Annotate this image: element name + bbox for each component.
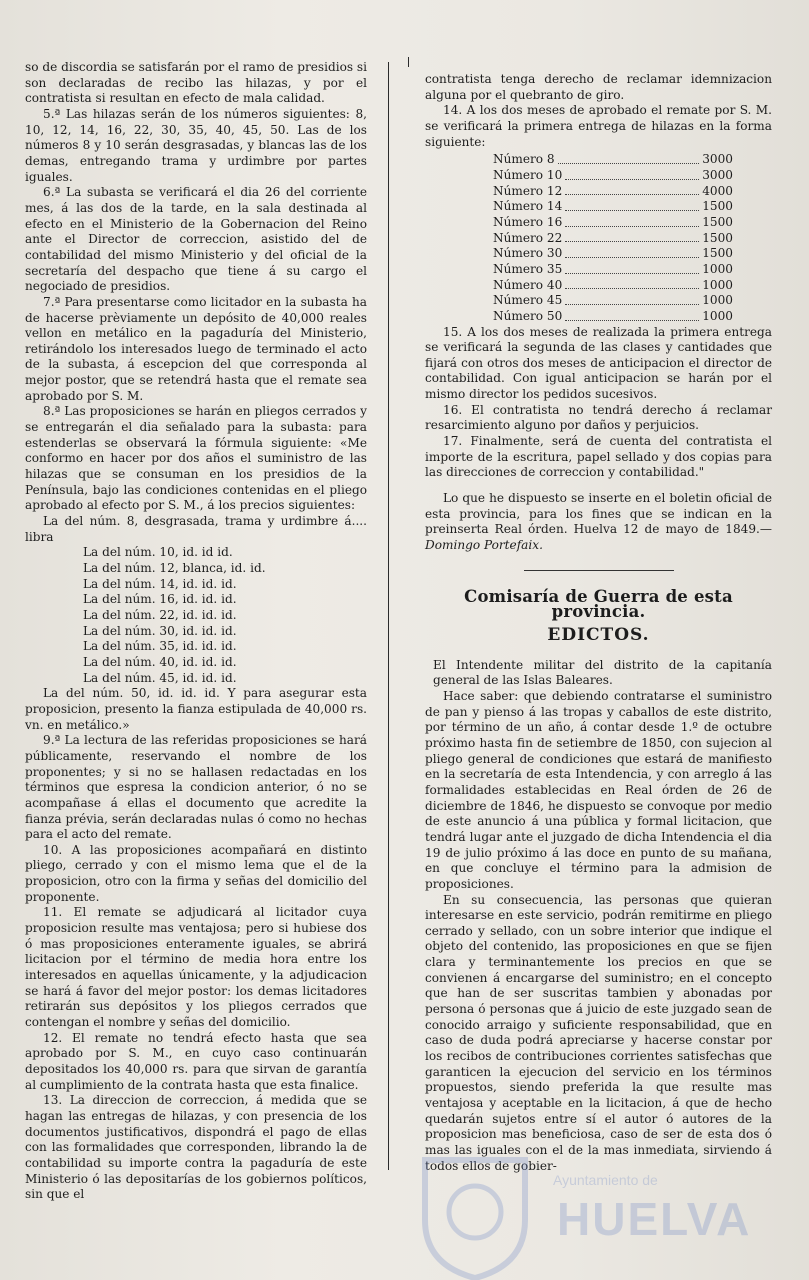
delivery-row [493,278,733,294]
delivery-value: 1000 [702,308,733,323]
delivery-row [493,152,733,168]
grade-list [83,545,367,686]
condition-12: 12. El remate no tendrá efecto hasta que sea aprobado por S. M., en cuyo caso continuarán depositados los 40,000 rs. para que sirvan de garantía al cumplimiento de la contrata hasta que esta finalice. [25,1030,367,1092]
delivery-row [493,293,733,309]
delivery-value: 4000 [702,183,733,198]
delivery-row [493,199,733,215]
condition-5: 5.ª Las hilazas serán de los números siguientes: 8, 10, 12, 14, 16, 22, 30, 35, 40, 45, 50. Las de los números 8 y 10 serán desgrasadas, y blancas las de los demas, entregando trama y urdimbre por partes iguales. [25,106,367,184]
signature-name: Domingo Portefaix. [425,538,543,553]
delivery-label: Número 16 [493,214,563,229]
grade-last-line: La del núm. 50, id. id. id. Y para asegurar esta proposicion, presento la fianza estipulada de 40,000 rs. vn. en metálico.» [25,686,367,732]
delivery-value: 1000 [702,277,733,292]
delivery-row [493,309,733,325]
column-divider [388,62,389,1170]
delivery-value: 1000 [702,293,733,308]
grade-line: La del núm. 10, id. id id. [83,545,233,560]
condition-6: 6.ª La subasta se verificará el dia 26 del corriente mes, á las dos de la tarde, en la sala destinada al efecto en el Ministerio de la Gobernacion del Reino ante el Director de correccion, asistido del de contabilidad del mismo Ministerio y del oficial de la secretaría del despacho que tiene á su cargo el negociado de presidios. [25,185,367,294]
condition-14: 14. A los dos meses de aprobado el remate por S. M. se verificará la primera entrega de hilazas en la forma siguiente: [425,103,772,149]
condition-10: 10. A las proposiciones acompañará en distinto pliego, cerrado y con el mismo lema que el de la proposicion, otro con la firma y señas del domicilio del proponente. [25,842,367,904]
delivery-label: Número 40 [493,277,563,292]
edict-issuer: El Intendente militar del distrito de la capitanía general de las Islas Baleares. [433,657,772,688]
condition-16: 16. El contratista no tendrá derecho á reclamar resarcimiento alguno por daños y perjuicios. [425,402,772,433]
condition-8: 8.ª Las proposiciones se harán en pliegos cerrados y se entregarán el dia señalado para la subasta: para estenderlas se observará la fórmula siguiente: «Me conformo en hacer por dos años el suministro de las hilazas que se consuman en los presidios de la Península, bajo las condiciones contenidas en el pliego aprobado al efecto por S. M., á los precios siguientes: [25,404,367,513]
grade-line: La del núm. 40, id. id. id. [83,654,237,669]
delivery-label: Número 8 [493,152,555,167]
archive-watermark [405,1148,805,1280]
delivery-value: 1500 [702,246,733,261]
condition-9: 9.ª La lectura de las referidas proposiciones se hará públicamente, reservando el nombre de los proponentes; y si no se hallasen redactadas en los términos que espresa la condicion anterior, ó no se acompañase á ellas el documento que acredite la fianza prévia, serán declaradas nulas ó como no hechas para el acto del remate. [25,733,367,842]
paragraph-continuation: so de discordia se satisfarán por el ramo de presidios si son declaradas de recibo las hilazas, y por el contratista si resultan en efecto de mala calidad. [25,60,367,106]
delivery-label: Número 10 [493,167,563,182]
grade-line: La del núm. 14, id. id. id. [83,576,237,591]
watermark-line1: Ayuntamiento de [553,1172,658,1188]
grade-line: La del núm. 30, id. id. id. [83,623,237,638]
grade-first-line: La del núm. 8, desgrasada, trama y urdimbre á.... libra [25,514,367,544]
grade-line: La del núm. 22, id. id. id. [83,607,237,622]
right-column [425,72,772,1174]
condition-7: 7.ª Para presentarse como licitador en la subasta ha de hacerse prèviamente un depósito de 40,000 reales vellon en metálico en la pagaduría del Ministerio, retirándolo los interesados luego de terminado el acto de la subasta, á escepcion del que corresponda al mejor postor, que se retendrá hasta que el remate sea aprobado por S. M. [25,294,367,403]
condition-17: 17. Finalmente, será de cuenta del contratista el importe de la escritura, papel sellado y dos copias para las direcciones de correccion y contabilidad." [425,434,772,480]
delivery-label: Número 12 [493,183,563,198]
grade-line: La del núm. 45, id. id. id. [83,670,237,685]
paragraph-continuation-right: contratista tenga derecho de reclamar idemnizacion alguna por el quebranto de giro. [425,72,772,102]
delivery-table [493,152,733,324]
shield-icon [415,1150,535,1280]
section-subheading: EDICTOS. [547,625,650,645]
delivery-row [493,215,733,231]
top-column-tick [408,57,409,67]
delivery-label: Número 50 [493,308,563,323]
delivery-row [493,246,733,262]
delivery-row [493,184,733,200]
delivery-label: Número 22 [493,230,563,245]
condition-11: 11. El remate se adjudicará al licitador cuya proposicion resulte mas ventajosa; pero si hubiese dos ó mas proposiciones enteramente iguales, se abrirá licitacion por el término de media hora entre los interesados en aquellas únicamente, y la adjudicacion se hará á favor del mejor postor: los demas licitadores retirarán sus depósitos y los pliegos cerrados que contengan el nombre y señas del domicilio. [25,905,367,1030]
delivery-label: Número 30 [493,246,563,261]
delivery-value: 1500 [702,199,733,214]
grade-line: La del núm. 35, id. id. id. [83,639,237,654]
delivery-value: 1500 [702,214,733,229]
delivery-row [493,231,733,247]
delivery-value: 1500 [702,230,733,245]
order-text: Lo que he dispuesto se inserte en el boletin oficial de esta provincia, para los fines que se indican en la preinserta Real órden. Huelva 12 de mayo de 1849.— [425,491,772,537]
delivery-row [493,262,733,278]
condition-13: 13. La direccion de correccion, á medida que se hagan las entregas de hilazas, y con presencia de los documentos justificativos, dispondrá el pago de ellas con las formalidades que corresponden, librando la de contabilidad su importe contra la pagaduría de este Ministerio ó las depositarías de los gobiernos políticos, sin que el [25,1093,367,1202]
delivery-value: 3000 [702,152,733,167]
delivery-label: Número 45 [493,293,563,308]
edict-paragraph-1: Hace saber: que debiendo contratarse el suministro de pan y pienso á las tropas y caballos de este distrito, por término de un año, á contar desde 1.º de octubre próximo hasta fin de setiembre de 1850, con sujecion al pliego general de condiciones que estará de manifiesto en la secretaría de esta Intendencia, y con arreglo á las formalidades establecidas en Real órden de 26 de diciembre de 1846, he dispuesto se convoque por medio de este anuncio á una pública y formal licitacion, que tendrá lugar ante el juzgado de dicha Intendencia el dia 19 de julio próximo á las doce en punto de su mañana, en que concluye el término para la admision de proposiciones. [425,688,772,891]
left-column [25,60,367,1203]
condition-15: 15. A los dos meses de realizada la primera entrega se verificará la segunda de las clases y cantidades que fijará con otros dos meses de anticipacion el director de contabilidad. Con igual anticipacion se harán por el mismo director los pedidos sucesivos. [425,324,772,402]
delivery-label: Número 35 [493,261,563,276]
delivery-value: 3000 [702,167,733,182]
delivery-label: Número 14 [493,199,563,214]
watermark-line2: HUELVA [557,1193,752,1245]
edict-paragraph-2: En su consecuencia, las personas que quieran interesarse en este servicio, podrán remitirme en pliego cerrado y sellado, con un sobre interior que indique el objeto del contenido, las proposiciones en que se fijen clara y terminantemente los precios en que se convienen á encargarse del suministro; en el concepto que han de ser suscritas tambien y abonadas por persona ó personas que á juicio de este juzgado sean de conocido arraigo y suficiente responsabilidad, que en caso de duda podrá apreciarse y hacerse constar por los recibos de contribuciones corrientes satisfechas que garanticen la ejecucion del servicio en los términos propuestos, siendo preferida la que resulte mas ventajosa y aceptable en la licitacion, á que de hecho quedarán sujetos entre sí el autor ó autores de la proposicion mas beneficiosa, caso de ser de esta dos ó mas las iguales con el de la mas inmediata, sirviendo á todos ellos de gobier- [425,892,772,1173]
delivery-value: 1000 [702,261,733,276]
section-separator [524,570,674,571]
order-paragraph [425,491,772,554]
section-heading: Comisaría de Guerra de esta provincia. [464,586,733,622]
delivery-row [493,168,733,184]
grade-line: La del núm. 16, id. id. id. [83,592,237,607]
grade-line: La del núm. 12, blanca, id. id. [83,561,266,575]
